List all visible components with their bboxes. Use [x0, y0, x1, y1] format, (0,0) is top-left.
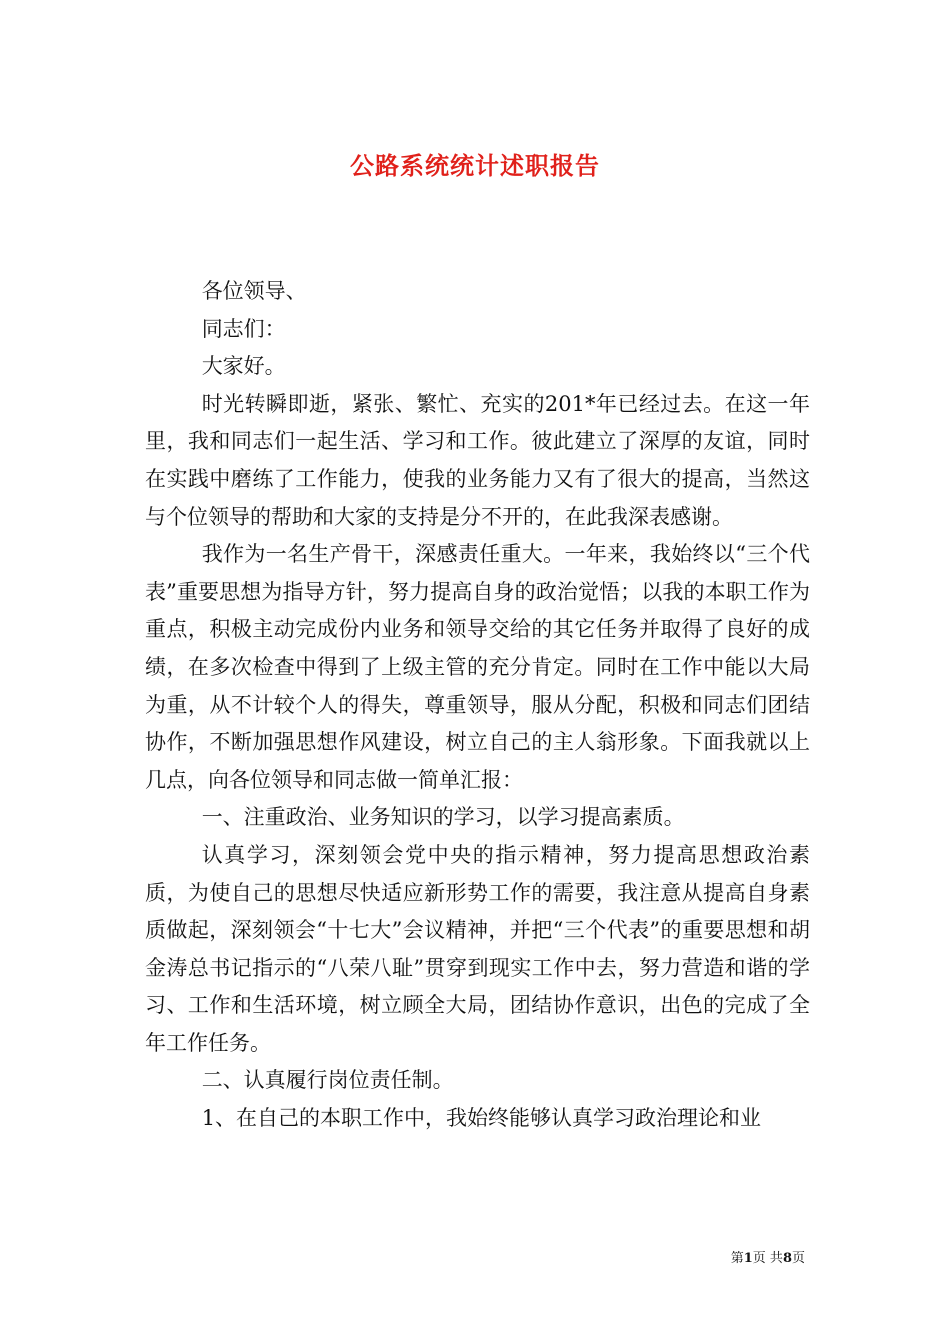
- document-title: 公路系统统计述职报告: [350, 151, 600, 181]
- section-heading-1: 一、注重政治、业务知识的学习，以学习提高素质。: [201, 805, 685, 830]
- paragraph-item-1: 1、在自己的本职工作中，我始终能够认真学习政治理论和业: [201, 1106, 762, 1131]
- footer-prefix: 第: [730, 1251, 744, 1266]
- salutation-leaders: 各位领导、: [201, 279, 307, 303]
- paragraph-study: 认真学习，深刻领会党中央的指示精神，努力提高思想政治素质，为使自己的思想尽快适应新形势工作的需要，我注意从提高自身素质做起，深刻领会“十七大”会议精神，并把“三个代表”的重要思想和胡金涛总书记指示的“八荣八耻”贯穿到现实工作中去，努力营造和谐的学习、工作和生活环境，树立顾全大局，团结协作意识，出色的完成了全年工作任务。: [145, 842, 810, 1055]
- page-number-footer: [731, 1250, 805, 1268]
- section-heading-2: 二、认真履行岗位责任制。: [201, 1068, 454, 1093]
- footer-suffix: 页: [791, 1251, 805, 1266]
- footer-middle: 页 共: [752, 1251, 783, 1266]
- document-body: [145, 273, 810, 1138]
- total-page-count: 8: [782, 1251, 792, 1266]
- current-page-number: 1: [743, 1251, 753, 1266]
- greeting: 大家好。: [201, 354, 286, 379]
- salutation-comrades: 同志们：: [201, 316, 286, 341]
- paragraph-responsibility: 我作为一名生产骨干，深感责任重大。一年来，我始终以“三个代表”重要思想为指导方针，努力提高自身的政治觉悟；以我的本职工作为重点，积极主动完成份内业务和领导交给的其它任务并取得了良好的成绩，在多次检查中得到了上级主管的充分肯定。同时在工作中能以大局为重，从不计较个人的得失，尊重领导，服从分配，积极和同志们团结协作，不断加强思想作风建设，树立自己的主人翁形象。下面我就以上几点，向各位领导和同志做一简单汇报：: [145, 542, 810, 792]
- paragraph-intro: 时光转瞬即逝，紧张、繁忙、充实的201*年已经过去。在这一年里，我和同志们一起生活、学习和工作。彼此建立了深厚的友谊，同时在实践中磨练了工作能力，使我的业务能力又有了很大的提高，当然这与个位领导的帮助和大家的支持是分不开的，在此我深表感谢。: [145, 391, 810, 529]
